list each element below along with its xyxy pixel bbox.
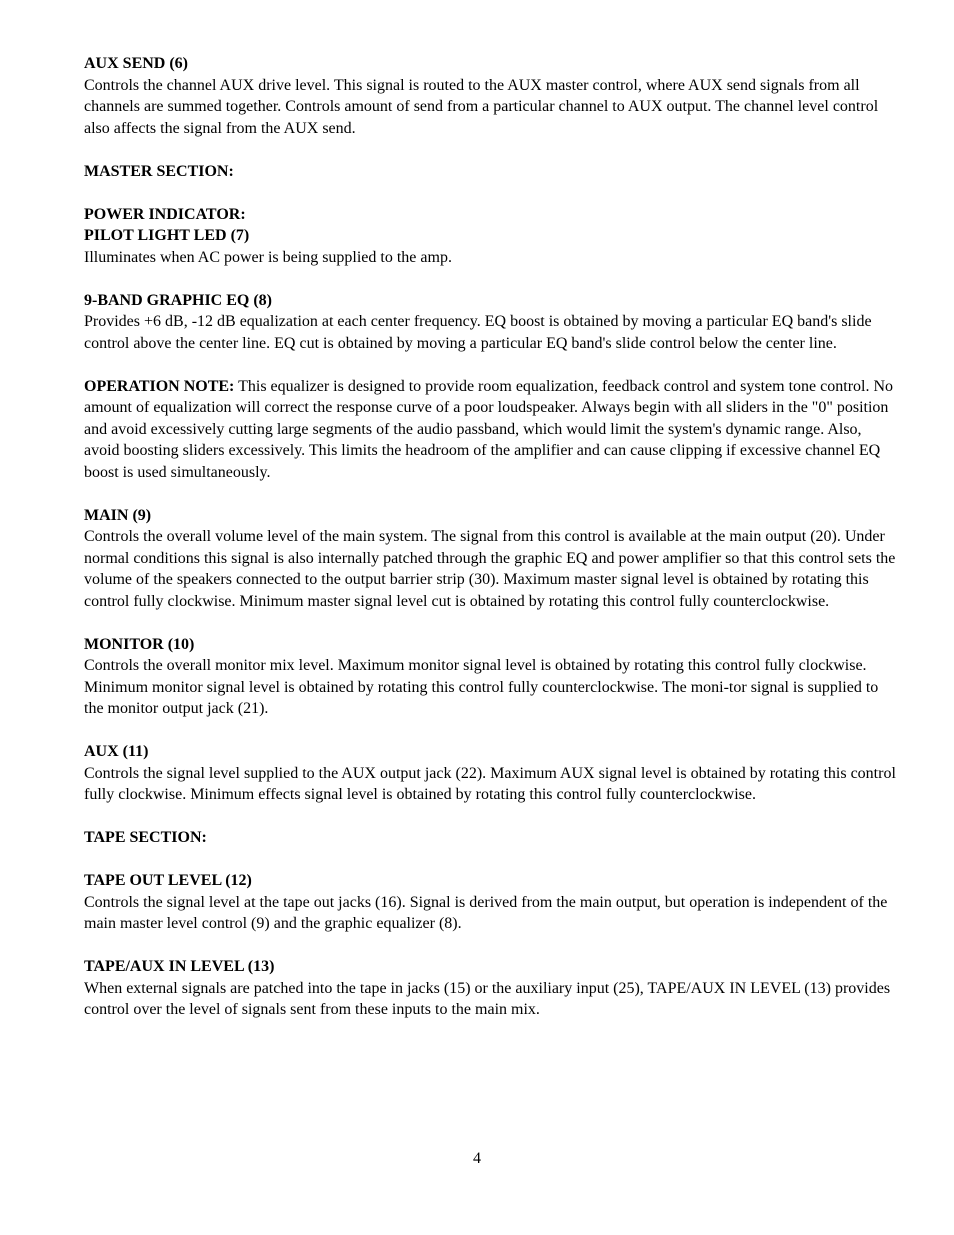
section-main <box>84 505 899 613</box>
section-tape-out-level <box>84 870 899 935</box>
section-master <box>84 161 899 183</box>
document-page <box>84 53 899 1042</box>
section-heading: MASTER SECTION: <box>84 162 234 180</box>
operation-note-body: This equalizer is designed to provide room equalization, feedback control and system tone control. No amount of equalization will correct the response curve of a poor loudspeaker. Always begin with all sliders in the "0" position and avoid excessively cutting large segments of the audio passband, which would limit the system's dynamic range. Also, avoid boosting sliders excessively. This limits the headroom of the amplifier and can cause clipping if excessive channel EQ boost is used simultaneously. <box>84 377 894 481</box>
section-monitor <box>84 634 899 720</box>
section-body: Controls the signal level at the tape out jacks (16). Signal is derived from the main output, but operation is independent of the main master level control (9) and the graphic equalizer (8). <box>84 893 888 932</box>
section-subheading: PILOT LIGHT LED (7) <box>84 227 250 244</box>
section-power-indicator <box>84 204 899 269</box>
section-tape-aux-in-level <box>84 956 899 1021</box>
section-heading: POWER INDICATOR: <box>84 205 246 223</box>
section-heading: 9-BAND GRAPHIC EQ (8) <box>84 291 272 309</box>
section-body: Controls the signal level supplied to the AUX output jack (22). Maximum AUX signal level is obtained by rotating this control fully clockwise. Minimum effects signal level is obtained by rotating this control fully counterclockwise. <box>84 764 896 803</box>
section-body: Controls the overall volume level of the main system. The signal from this control is available at the main output (20). Under normal conditions this signal is also internally patched through the graphic EQ and power amplifier so that this control sets the volume of the speakers connected to the output barrier strip (30). Maximum master signal level is obtained by rotating this control fully clockwise. Minimum master signal level cut is obtained by rotating this control fully counterclockwise. <box>84 528 896 610</box>
operation-note-paragraph <box>84 376 899 484</box>
section-heading: AUX SEND (6) <box>84 55 188 72</box>
operation-note-label: OPERATION NOTE: <box>84 377 235 395</box>
section-body: Illuminates when AC power is being supplied to the amp. <box>84 248 452 266</box>
section-heading: MAIN (9) <box>84 506 152 524</box>
section-body: Provides +6 dB, -12 dB equalization at each center frequency. EQ boost is obtained by moving a particular EQ band's slide control above the center line. EQ cut is obtained by moving a particular EQ band's slide control below the center line. <box>84 313 872 352</box>
section-tape <box>84 827 899 849</box>
section-heading: TAPE/AUX IN LEVEL (13) <box>84 958 275 975</box>
section-heading: MONITOR (10) <box>84 635 195 653</box>
page-number: 4 <box>473 1150 481 1167</box>
section-heading: TAPE OUT LEVEL (12) <box>84 872 252 889</box>
section-heading: AUX (11) <box>84 743 149 760</box>
section-body: When external signals are patched into the tape in jacks (15) or the auxiliary input (25), TAPE/AUX IN LEVEL (13) provides control over the level of signals sent from these inputs to the main mix. <box>84 979 891 1018</box>
section-heading: TAPE SECTION: <box>84 829 207 846</box>
section-body: Controls the overall monitor mix level. Maximum monitor signal level is obtained by rotating this control fully clockwise. Minimum monitor signal level is obtained by rotating this control fully counterclockwise. The moni-tor signal is supplied to the monitor output jack (21). <box>84 657 879 717</box>
section-aux <box>84 741 899 806</box>
section-graphic-eq <box>84 290 899 355</box>
section-body: Controls the channel AUX drive level. This signal is routed to the AUX master control, where AUX send signals from all channels are summed together. Controls amount of send from a particular channel to AUX output. The channel level control also affects the signal from the AUX send. <box>84 76 879 137</box>
section-aux-send <box>84 53 899 139</box>
section-operation-note <box>84 376 899 484</box>
